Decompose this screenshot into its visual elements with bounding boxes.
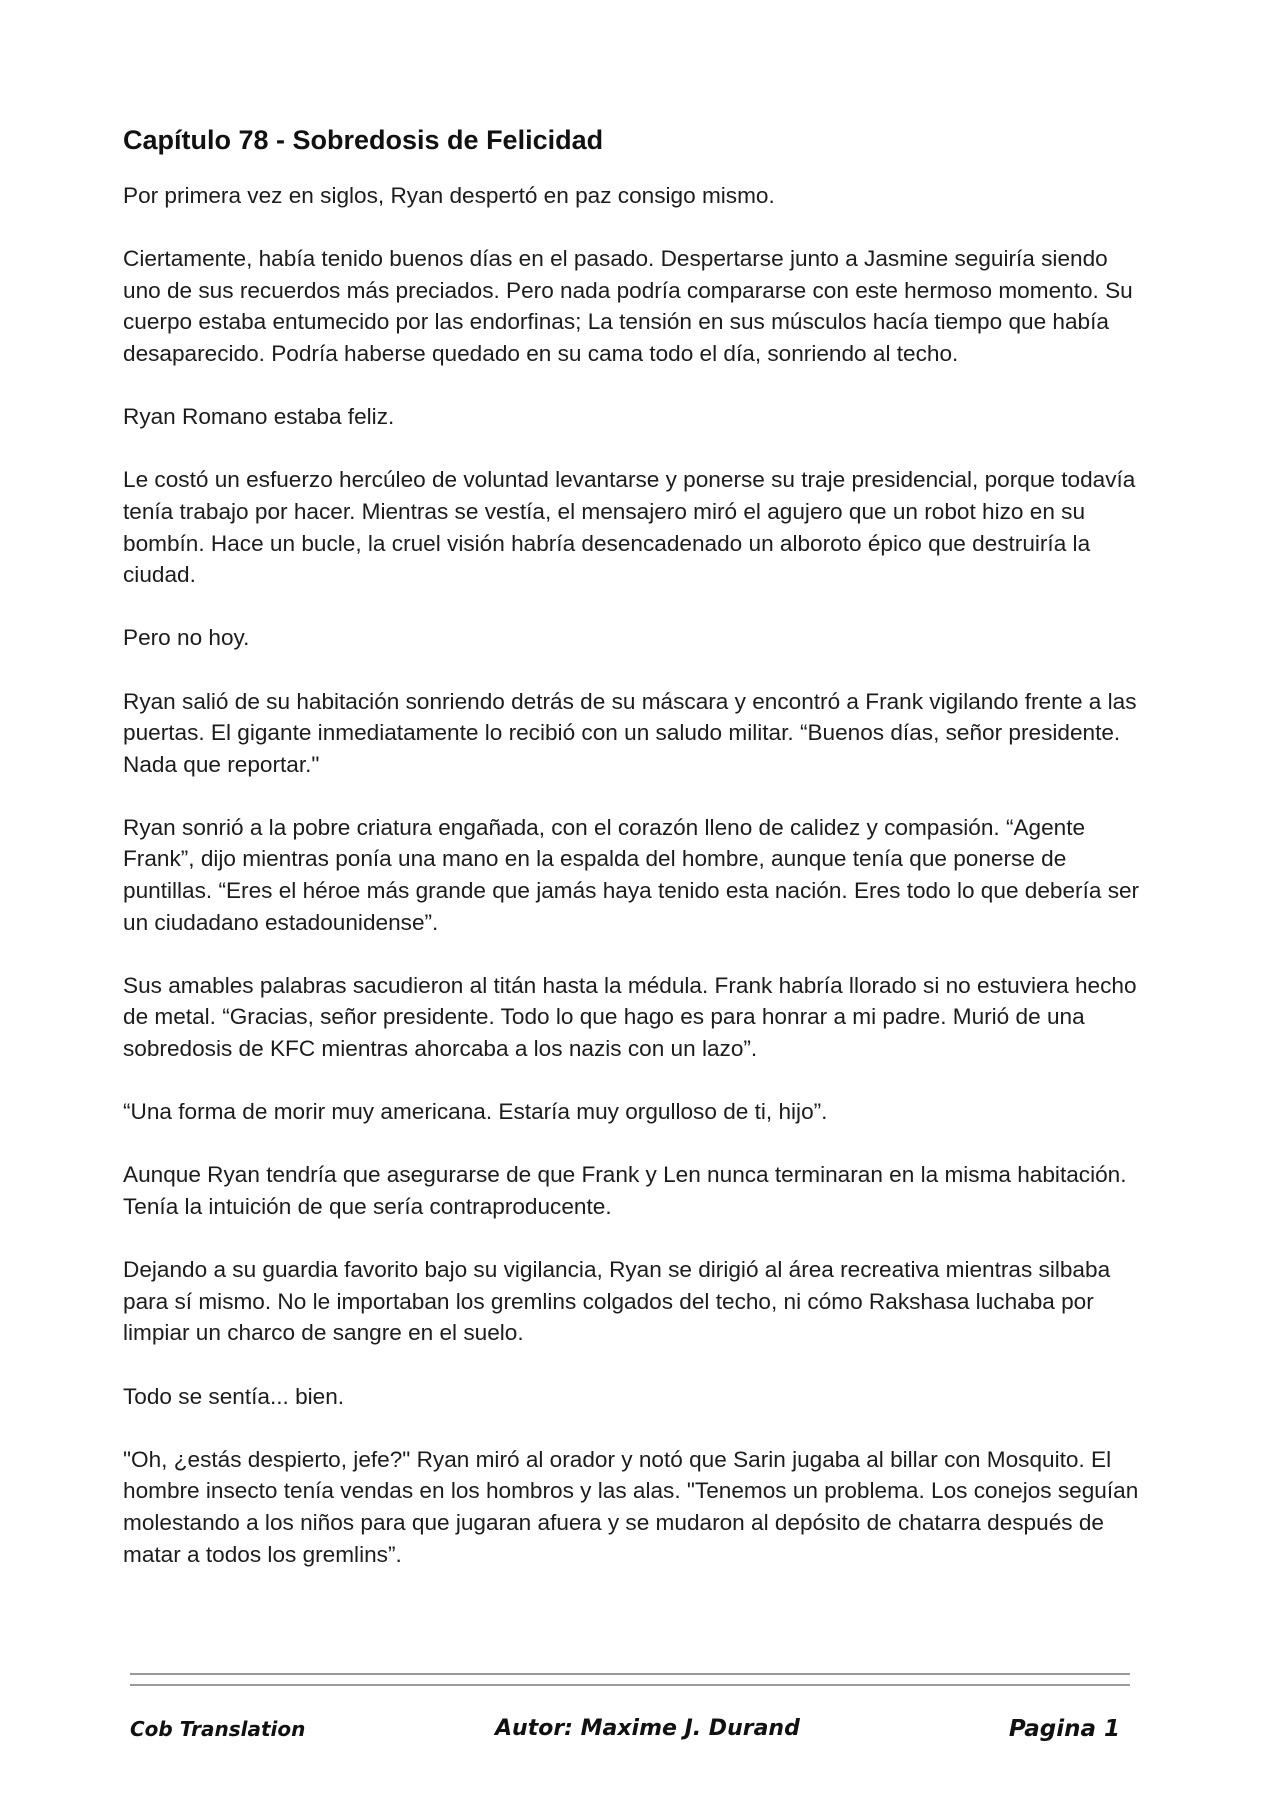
paragraph: Ryan salió de su habitación sonriendo detrás de su máscara y encontró a Frank vigilando frente a las puertas. El gigante inmediatamente lo recibió con un saludo militar. “Buenos días, señor presidente. Nada que reportar."	[123, 688, 1137, 777]
paragraph: Aunque Ryan tendría que asegurarse de que Frank y Len nunca terminaran en la misma habitación. Tenía la intuición de que sería contraproducente.	[123, 1162, 1127, 1219]
paragraph: Pero no hoy.	[123, 625, 250, 651]
paragraph: Le costó un esfuerzo hercúleo de voluntad levantarse y ponerse su traje presidencial, porque todavía tenía trabajo por hacer. Mientras se vestía, el mensajero miró el agujero que un robot hizo en su bombín. Hace un bucle, la cruel visión habría desencadenado un alboroto épico que destruiría la ciudad.	[123, 467, 1136, 588]
chapter-title: Capítulo 78 - Sobredosis de Felicidad	[123, 125, 604, 155]
paragraph: Ryan Romano estaba feliz.	[123, 404, 395, 430]
footer-divider-top	[130, 1673, 1130, 1675]
paragraph: Sus amables palabras sacudieron al titán hasta la médula. Frank habría llorado si no estuviera hecho de metal. “Gracias, señor presidente. Todo lo que hago es para honrar a mi padre. Murió de una sobredosis de KFC mientras ahorcaba a los nazis con un lazo”.	[123, 972, 1137, 1062]
paragraph: Todo se sentía... bien.	[123, 1383, 345, 1409]
paragraph: Dejando a su guardia favorito bajo su vigilancia, Ryan se dirigió al área recreativa mientras silbaba para sí mismo. No le importaban los gremlins colgados del techo, ni cómo Rakshasa luchaba por limpiar un charco de sangre en el suelo.	[123, 1257, 1111, 1346]
paragraph: Por primera vez en siglos, Ryan despertó en paz consigo mismo.	[123, 183, 775, 208]
footer-translator: Cob Translation	[130, 1717, 306, 1741]
paragraph: “Una forma de morir muy americana. Estaría muy orgulloso de ti, hijo”.	[123, 1099, 828, 1125]
footer-page-number: Pagina 1	[1008, 1716, 1120, 1742]
page-footer	[130, 1713, 1130, 1749]
paragraph: Ciertamente, había tenido buenos días en el pasado. Despertarse junto a Jasmine seguiría siendo uno de sus recuerdos más preciados. Pero nada podría compararse con este hermoso momento. Su cuerpo estaba entumecido por las endorfinas; La tensión en sus músculos hacía tiempo que había desaparecido. Podría haberse quedado en su cama todo el día, sonriendo al techo.	[123, 246, 1133, 366]
paragraph: Ryan sonrió a la pobre criatura engañada, con el corazón lleno de calidez y compasión. “Agente Frank”, dijo mientras ponía una mano en la espalda del hombre, aunque tenía que ponerse de puntillas. “Eres el héroe más grande que jamás haya tenido esta nación. Eres todo lo que debería ser un ciudadano estadounidense”.	[123, 814, 1140, 935]
document-body	[123, 122, 1143, 1602]
footer-author: Autor: Maxime J. Durand	[495, 1716, 800, 1741]
footer-divider-bottom	[130, 1684, 1130, 1686]
paragraph: "Oh, ¿estás despierto, jefe?" Ryan miró al orador y notó que Sarin jugaba al billar con Mosquito. El hombre insecto tenía vendas en los hombros y las alas. "Tenemos un problema. Los conejos seguían molestando a los niños para que jugaran afuera y se mudaron al depósito de chatarra después de matar a todos los gremlins”.	[123, 1446, 1139, 1567]
